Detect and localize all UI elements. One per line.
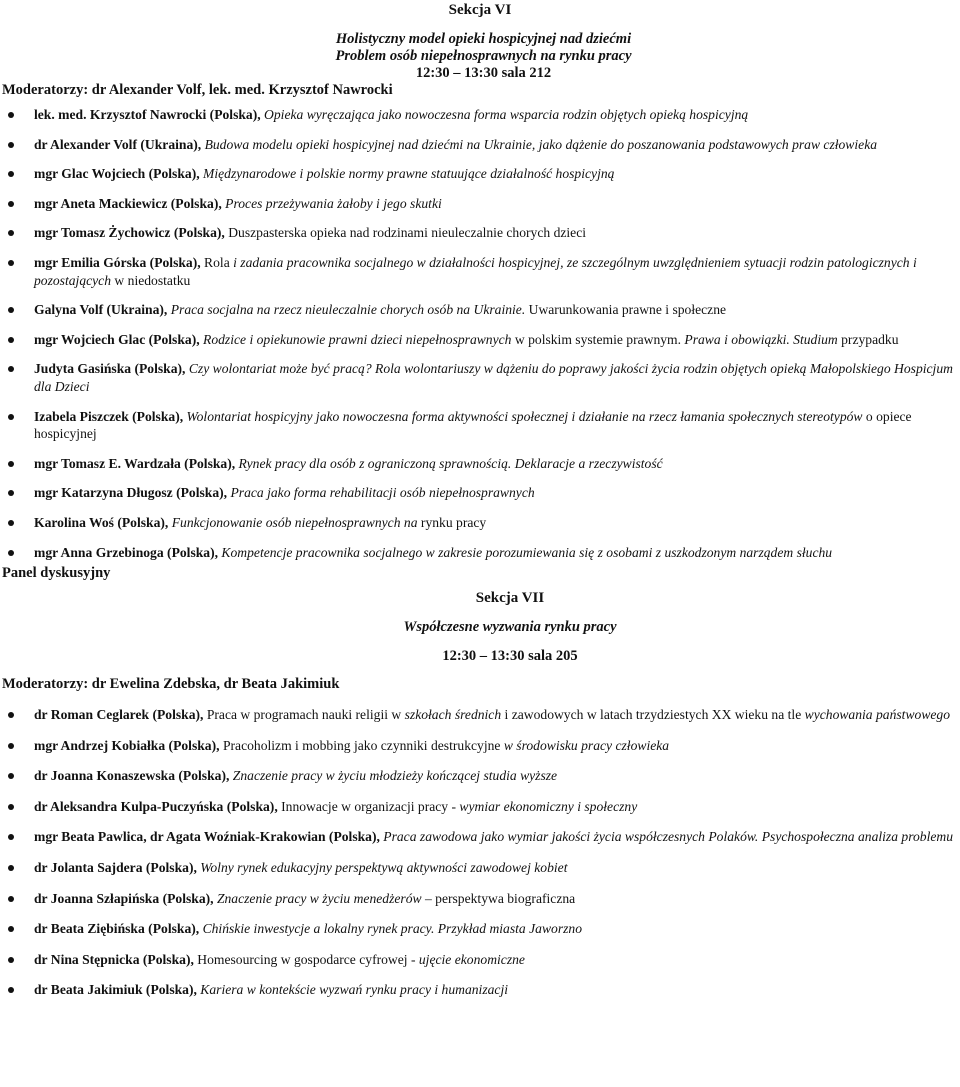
talk-text: rynku pracy bbox=[417, 514, 487, 530]
section-7-moderators: Moderatorzy: dr Ewelina Zdebska, dr Beata Jakimiuk bbox=[2, 676, 340, 693]
speaker-entry bbox=[0, 106, 960, 124]
bullet-dot-icon bbox=[8, 550, 14, 556]
speaker-name: dr Aleksandra Kulpa-Puczyńska (Polska), bbox=[34, 798, 278, 814]
speaker-entry bbox=[0, 408, 960, 443]
talk-title: Opieka wyręczająca jako nowoczesna forma wsparcia rodzin objętych opieką hospicyjną bbox=[260, 107, 749, 122]
talk-text: w polskim systemie prawnym. bbox=[511, 331, 682, 347]
talk-title: Znaczenie pracy w życiu młodzieży kończącej studia wyższe bbox=[229, 768, 558, 784]
speaker-name: dr Beata Ziębińska (Polska), bbox=[34, 921, 200, 937]
speaker-entry bbox=[0, 737, 960, 755]
bullet-dot-icon bbox=[8, 414, 14, 420]
talk-title: i zadania pracownika socjalnego w działalności hospicyjnej, ze szczególnym uwzględnieniem sytuacji rodzin patologicznych i pozostających bbox=[34, 254, 917, 288]
talk-title: Znaczenie pracy w życiu menedżerów bbox=[213, 890, 422, 906]
speaker-entry bbox=[0, 890, 960, 908]
talk-title: Rodzice i opiekunowie prawni dzieci niepełnosprawnych bbox=[199, 331, 512, 347]
bullet-dot-icon bbox=[8, 773, 14, 779]
bullet-dot-icon bbox=[8, 743, 14, 749]
speaker-name: mgr Emilia Górska (Polska), bbox=[34, 254, 201, 270]
talk-title: Międzynarodowe i polskie normy prawne statuujące działalność hospicyjną bbox=[199, 166, 615, 182]
talk-text: w niedostatku bbox=[111, 272, 191, 288]
talk-title: Chińskie inwestycje a lokalny rynek pracy. Przykład miasta Jaworzno bbox=[199, 921, 582, 937]
speaker-name: mgr Anna Grzebinoga (Polska), bbox=[34, 544, 219, 560]
section-6-speaker-list bbox=[0, 106, 960, 561]
section-7-speaker-list bbox=[0, 706, 960, 999]
speaker-name: Karolina Woś (Polska), bbox=[34, 514, 169, 530]
talk-text: Innowacje w organizacji pracy - bbox=[277, 798, 457, 814]
talk-title: Funkcjonowanie osób niepełnosprawnych na bbox=[168, 514, 418, 530]
speaker-entry bbox=[0, 360, 960, 395]
talk-title: wymiar ekonomiczny i społeczny bbox=[456, 798, 638, 814]
section-6-title: Sekcja VI bbox=[448, 2, 512, 18]
speaker-name: mgr Glac Wojciech (Polska), bbox=[34, 166, 200, 182]
talk-title: ujęcie ekonomiczne bbox=[415, 951, 525, 967]
bullet-dot-icon bbox=[8, 307, 14, 313]
speaker-name: dr Beata Jakimiuk (Polska), bbox=[34, 982, 197, 998]
talk-title: Proces przeżywania żałoby i jego skutki bbox=[221, 195, 442, 211]
speaker-entry bbox=[0, 254, 960, 289]
speaker-entry bbox=[0, 981, 960, 999]
talk-text: przypadku bbox=[837, 331, 899, 347]
talk-title: Budowa modelu opieki hospicyjnej nad dziećmi na Ukrainie, jako dążenie do poszanowania podstawowych praw człowieka bbox=[201, 136, 878, 152]
speaker-name: mgr Tomasz E. Wardzała (Polska), bbox=[34, 455, 236, 471]
speaker-entry bbox=[0, 224, 960, 242]
speaker-entry bbox=[0, 195, 960, 213]
speaker-name: Izabela Piszczek (Polska), bbox=[34, 408, 184, 424]
talk-title: Czy wolontariat może być pracą? bbox=[185, 361, 372, 377]
section-6-moderators: Moderatorzy: dr Alexander Volf, lek. med. Krzysztof Nawrocki bbox=[2, 82, 393, 98]
speaker-name: mgr Tomasz Żychowicz (Polska), bbox=[34, 225, 225, 241]
talk-text: o opiece hospicyjnej bbox=[34, 408, 912, 442]
speaker-entry bbox=[0, 544, 960, 562]
speaker-entry bbox=[0, 136, 960, 154]
talk-text: Pracoholizm i mobbing jako czynniki destrukcyjne bbox=[219, 737, 501, 753]
bullet-dot-icon bbox=[8, 490, 14, 496]
section-7-time: 12:30 – 13:30 sala 205 bbox=[442, 648, 578, 665]
talk-title: Wolny rynek edukacyjny perspektywą aktywności zawodowej kobiet bbox=[196, 860, 568, 876]
talk-text: – perspektywa biograficzna bbox=[421, 890, 576, 906]
talk-title: Praca zawodowa jako wymiar jakości życia współczesnych Polaków. Psychospołeczna analiza problemu bbox=[379, 829, 954, 845]
section-7-subtitle: Współczesne wyzwania rynku pracy bbox=[403, 619, 617, 636]
bullet-dot-icon bbox=[8, 834, 14, 840]
talk-title: wychowania państwowego bbox=[801, 707, 951, 723]
bullet-dot-icon bbox=[8, 987, 14, 993]
talk-text: Duszpasterska opieka nad rodzinami nieuleczalnie chorych dzieci bbox=[224, 225, 587, 241]
bullet-dot-icon bbox=[8, 201, 14, 207]
talk-title: szkołach średnich bbox=[401, 707, 502, 723]
speaker-name: dr Nina Stępnicka (Polska), bbox=[34, 951, 194, 967]
talk-title: Prawa i obowiązki. Studium bbox=[681, 331, 838, 347]
bullet-dot-icon bbox=[8, 230, 14, 236]
speaker-entry bbox=[0, 706, 960, 724]
speaker-name: Galyna Volf (Ukraina), bbox=[34, 302, 168, 318]
section-6-time: 12:30 – 13:30 sala 212 bbox=[415, 65, 552, 81]
speaker-entry bbox=[0, 798, 960, 816]
section-6-subtitle-2: Problem osób niepełnosprawnych na rynku pracy bbox=[335, 48, 632, 64]
bullet-dot-icon bbox=[8, 957, 14, 963]
speaker-name: dr Jolanta Sajdera (Polska), bbox=[34, 860, 197, 876]
talk-title: Rynek pracy dla osób z ograniczoną sprawnością. Deklaracje a rzeczywistość bbox=[235, 455, 663, 471]
talk-title: Kompetencje pracownika socjalnego w zakresie porozumiewania się z osobami z uszkodzonym narządem słuchu bbox=[218, 544, 833, 560]
speaker-entry bbox=[0, 859, 960, 877]
bullet-dot-icon bbox=[8, 520, 14, 526]
speaker-entry bbox=[0, 920, 960, 938]
talk-title: Praca socjalna na rzecz nieuleczalnie chorych osób na Ukrainie. bbox=[167, 302, 526, 318]
bullet-dot-icon bbox=[8, 461, 14, 467]
talk-text: i zawodowych w latach trzydziestych XX wieku na tle bbox=[501, 707, 802, 723]
speaker-name: dr Roman Ceglarek (Polska), bbox=[34, 707, 204, 723]
speaker-entry bbox=[0, 484, 960, 502]
bullet-dot-icon bbox=[8, 865, 14, 871]
speaker-entry bbox=[0, 514, 960, 532]
talk-title: Kariera w kontekście wyzwań rynku pracy i humanizacji bbox=[196, 982, 509, 998]
talk-title: Rola wolontariuszy w dążeniu do poprawy jakości życia rodzin objętych opieką Małopolskiego Hospicjum dla Dzieci bbox=[34, 361, 953, 394]
talk-text: Uwarunkowania prawne i społeczne bbox=[525, 302, 727, 318]
talk-text: Rola bbox=[200, 254, 230, 270]
bullet-dot-icon bbox=[8, 896, 14, 902]
talk-title: Wolontariat hospicyjny jako nowoczesna forma aktywności społecznej i działanie na rzecz łamania społecznych stereotypów bbox=[183, 408, 863, 424]
panel-discussion-label: Panel dyskusyjny bbox=[2, 565, 111, 582]
bullet-dot-icon bbox=[8, 337, 14, 343]
section-6-subtitle-1: Holistyczny model opieki hospicyjnej nad dziećmi bbox=[335, 31, 632, 47]
speaker-name: mgr Andrzej Kobiałka (Polska), bbox=[34, 737, 220, 753]
speaker-entry bbox=[0, 331, 960, 349]
talk-text: Praca w programach nauki religii w bbox=[203, 707, 402, 723]
speaker-name: mgr Beata Pawlica, dr Agata Woźniak-Krakowian (Polska), bbox=[34, 829, 380, 845]
talk-title: Praca jako forma rehabilitacji osób niepełnosprawnych bbox=[227, 485, 535, 501]
speaker-name: dr Joanna Szłapińska (Polska), bbox=[34, 890, 214, 906]
speaker-entry bbox=[0, 165, 960, 183]
speaker-name: dr Joanna Konaszewska (Polska), bbox=[34, 768, 230, 784]
speaker-entry bbox=[0, 828, 960, 846]
speaker-name: mgr Katarzyna Długosz (Polska), bbox=[34, 485, 228, 501]
speaker-name: dr Alexander Volf (Ukraina), bbox=[34, 136, 202, 152]
bullet-dot-icon bbox=[8, 804, 14, 810]
talk-text: Homesourcing w gospodarce cyfrowej - bbox=[193, 951, 416, 967]
speaker-entry bbox=[0, 301, 960, 319]
speaker-entry bbox=[0, 455, 960, 473]
speaker-name: Judyta Gasińska (Polska), bbox=[34, 361, 186, 377]
speaker-name: mgr Aneta Mackiewicz (Polska), bbox=[34, 195, 222, 211]
speaker-name: lek. med. Krzysztof Nawrocki (Polska), bbox=[34, 107, 261, 122]
speaker-entry bbox=[0, 951, 960, 969]
talk-title: w środowisku pracy człowieka bbox=[500, 737, 670, 753]
speaker-entry bbox=[0, 767, 960, 785]
bullet-dot-icon bbox=[8, 142, 14, 148]
bullet-dot-icon bbox=[8, 926, 14, 932]
section-7-title: Sekcja VII bbox=[475, 590, 545, 607]
bullet-dot-icon bbox=[8, 712, 14, 718]
bullet-dot-icon bbox=[8, 112, 14, 118]
bullet-dot-icon bbox=[8, 366, 14, 372]
speaker-name: mgr Wojciech Glac (Polska), bbox=[34, 331, 200, 347]
bullet-dot-icon bbox=[8, 171, 14, 177]
bullet-dot-icon bbox=[8, 260, 14, 266]
